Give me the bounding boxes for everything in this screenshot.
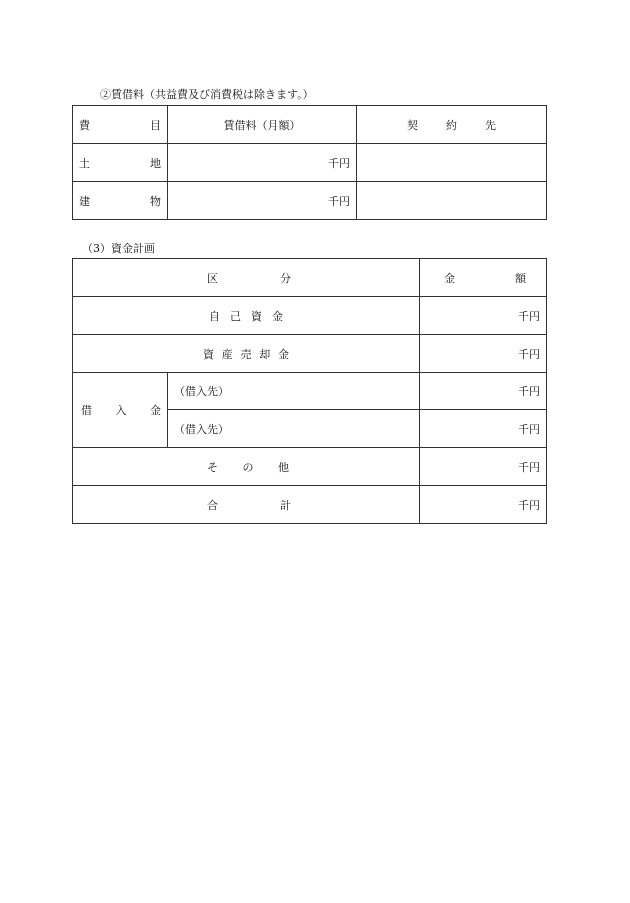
rent-table [72,105,547,220]
land-contract-cell[interactable] [357,144,547,182]
building-rent-cell[interactable]: 千円 [168,182,357,220]
funding-row-other [73,448,547,486]
other-amount[interactable]: 千円 [420,448,547,486]
total-amount[interactable]: 千円 [420,486,547,524]
funding-header-row [73,259,547,297]
funding-row-asset-sale [73,335,547,373]
own-funds-label: 自 己 資 金 [73,297,420,335]
header-item: 費 目 [73,106,168,144]
lender-2-cell[interactable]: （借入先） [168,410,420,448]
lender-2-amount[interactable]: 千円 [420,410,547,448]
asset-sale-amount[interactable]: 千円 [420,335,547,373]
row-label-building: 建 物 [73,182,168,220]
funding-table [72,258,547,524]
rent-header-row [73,106,547,144]
row-label-land: 土 地 [73,144,168,182]
borrowing-label: 借 入 金 [73,373,168,448]
header-amount: 金 額 [420,259,547,297]
funding-row-borrowing-1 [73,373,547,410]
funding-row-own-funds [73,297,547,335]
total-label: 合 計 [73,486,420,524]
rent-row-land [73,144,547,182]
funding-section-caption: （3）資金計画 [82,242,155,255]
header-contract: 契 約 先 [357,106,547,144]
lender-1-cell[interactable]: （借入先） [168,373,420,410]
asset-sale-label: 資 産 売 却 金 [73,335,420,373]
other-label: そ の 他 [73,448,420,486]
header-rent-monthly: 賃借料（月額） [168,106,357,144]
funding-row-total [73,486,547,524]
lender-1-amount[interactable]: 千円 [420,373,547,410]
land-rent-cell[interactable]: 千円 [168,144,357,182]
building-contract-cell[interactable] [357,182,547,220]
own-funds-amount[interactable]: 千円 [420,297,547,335]
rent-row-building [73,182,547,220]
rent-section-caption: ②賃借料（共益費及び消費税は除きます。） [100,88,314,101]
header-category: 区 分 [73,259,420,297]
